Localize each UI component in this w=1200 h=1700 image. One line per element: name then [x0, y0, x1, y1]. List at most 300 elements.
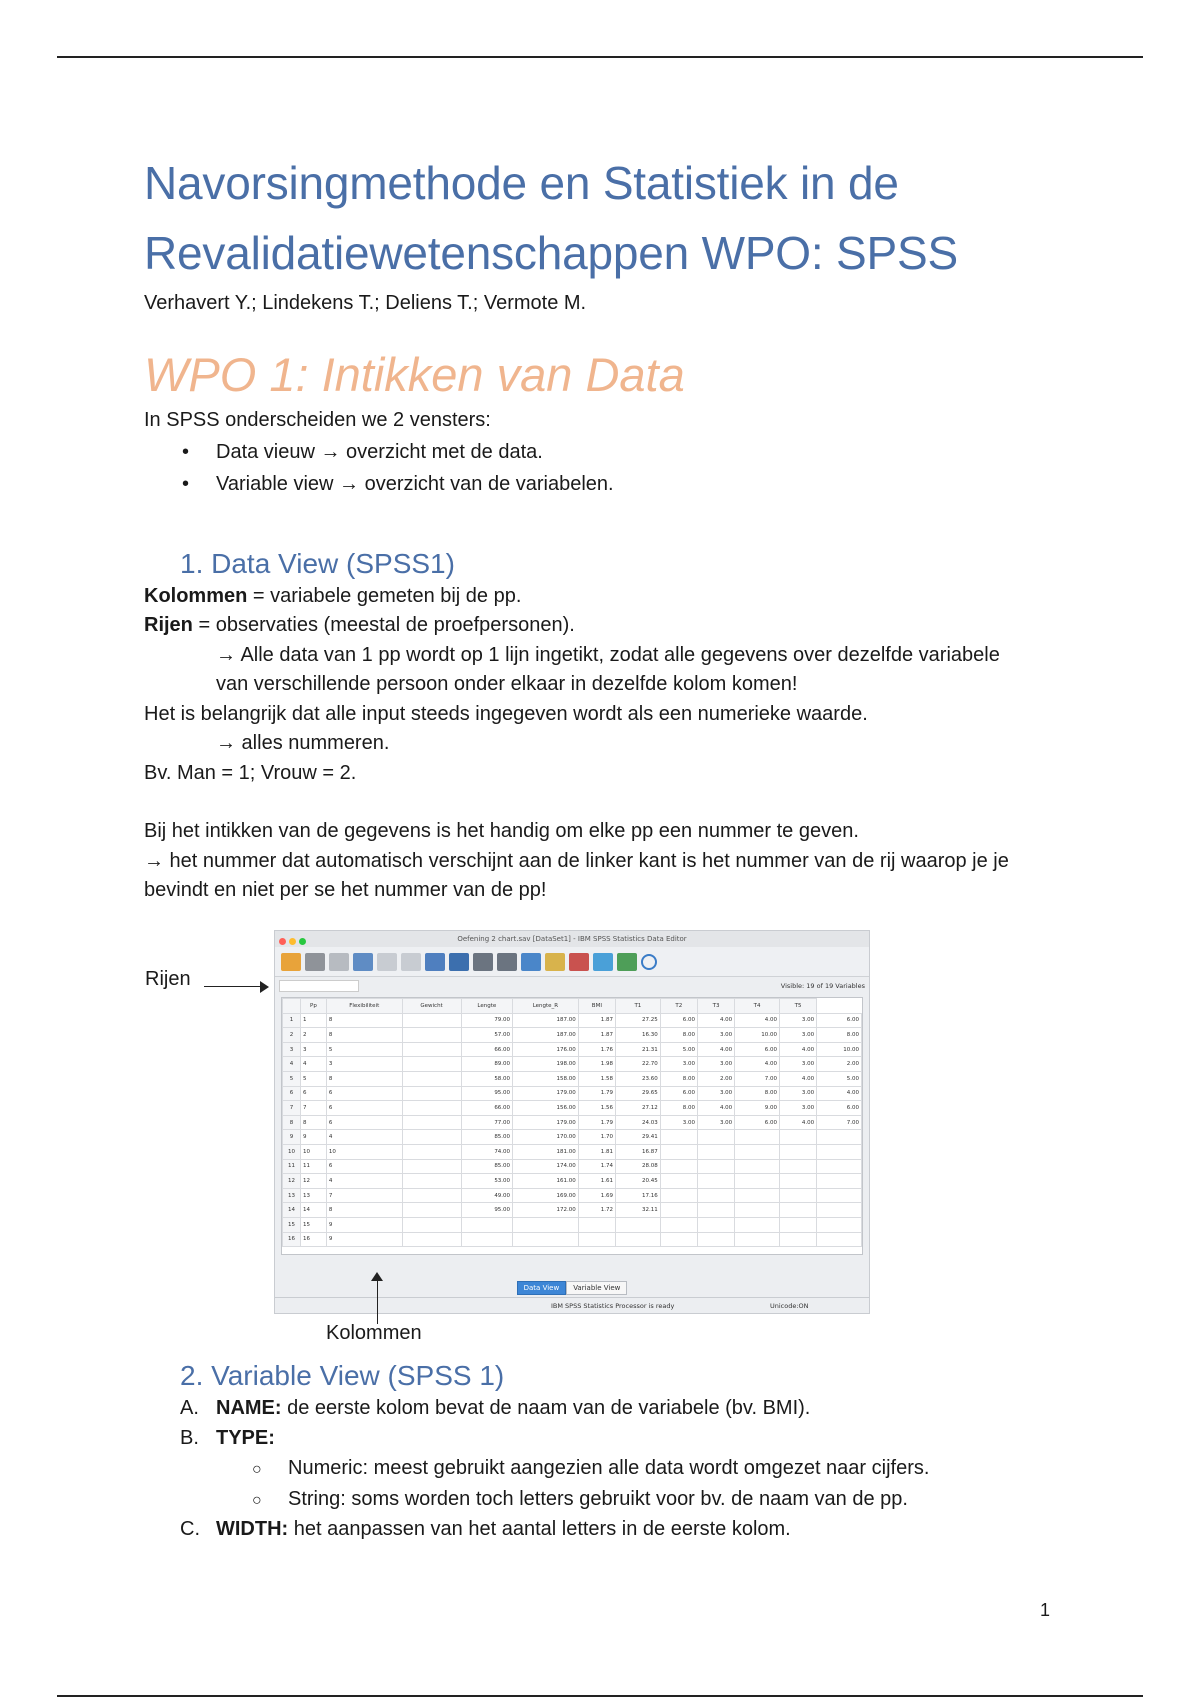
table-cell [402, 1086, 461, 1101]
table-cell [779, 1159, 816, 1174]
table-cell: 4.00 [779, 1071, 816, 1086]
table-cell [402, 1130, 461, 1145]
table-cell [402, 1232, 461, 1247]
table-cell: 3.00 [779, 1013, 816, 1028]
minimize-dot-icon [289, 938, 296, 945]
table-cell: 170.00 [513, 1130, 579, 1145]
table-row [283, 1086, 862, 1101]
table-cell: 4.00 [817, 1086, 862, 1101]
table-cell: 66.00 [461, 1101, 513, 1116]
table-cell [779, 1188, 816, 1203]
visible-variables: Visible: 19 of 19 Variables [780, 982, 865, 990]
section-heading: WPO 1: Intikken van Data [144, 348, 685, 401]
table-cell: 5 [326, 1042, 402, 1057]
intro-bullet: • Data vieuw → overzicht met de data. [182, 436, 1024, 468]
goto-variable-icon [449, 953, 469, 971]
column-header: T2 [660, 999, 697, 1014]
table-cell: 1.98 [578, 1057, 615, 1072]
table-cell: 4 [301, 1057, 327, 1072]
table-cell: 1.70 [578, 1130, 615, 1145]
rijen-text: = observaties (meestal de proefpersonen). [192, 614, 575, 636]
table-cell: 85.00 [461, 1159, 513, 1174]
column-header: T4 [735, 999, 780, 1014]
table-cell [735, 1174, 780, 1189]
table-cell [402, 1203, 461, 1218]
table-cell: 6 [326, 1101, 402, 1116]
table-cell: 1.87 [578, 1013, 615, 1028]
table-cell: 3.00 [697, 1028, 734, 1043]
intro-bullet: • Variable view → overzicht van de variabelen. [182, 468, 1024, 500]
row-number: 7 [283, 1101, 301, 1116]
table-cell [735, 1217, 780, 1232]
item-label: NAME: [216, 1397, 282, 1419]
list-marker: A. [180, 1397, 199, 1419]
table-cell [697, 1159, 734, 1174]
table-cell: 1.58 [578, 1071, 615, 1086]
table-cell: 179.00 [513, 1115, 579, 1130]
table-cell [615, 1232, 660, 1247]
weight-cases-icon [593, 953, 613, 971]
table-cell: 89.00 [461, 1057, 513, 1072]
table-cell: 5 [301, 1071, 327, 1086]
table-cell: 1.81 [578, 1144, 615, 1159]
column-header: T1 [615, 999, 660, 1014]
table-cell: 4.00 [697, 1042, 734, 1057]
callout-rijen: Rijen [145, 968, 191, 990]
table-cell [697, 1130, 734, 1145]
spss-screenshot [274, 930, 870, 1314]
table-cell [817, 1188, 862, 1203]
table-cell [578, 1217, 615, 1232]
spss-toolbar [275, 947, 869, 977]
table-cell: 16.87 [615, 1144, 660, 1159]
table-cell: 3.00 [697, 1115, 734, 1130]
undo-icon [377, 953, 397, 971]
status-ready: IBM SPSS Statistics Processor is ready [551, 1302, 675, 1310]
table-cell [697, 1174, 734, 1189]
table-cell [402, 1013, 461, 1028]
table-row [283, 1144, 862, 1159]
table-cell: 2.00 [697, 1071, 734, 1086]
find-icon [497, 953, 517, 971]
table-cell [402, 1101, 461, 1116]
table-cell [402, 1188, 461, 1203]
authors: Verhavert Y.; Lindekens T.; Deliens T.; Vermote M. [144, 292, 587, 314]
table-cell [697, 1217, 734, 1232]
table-cell [817, 1159, 862, 1174]
table-cell: 15 [301, 1217, 327, 1232]
row-number: 8 [283, 1115, 301, 1130]
table-cell: 1.72 [578, 1203, 615, 1218]
table-cell: 181.00 [513, 1144, 579, 1159]
table-cell: 57.00 [461, 1028, 513, 1043]
column-header: Pp [301, 999, 327, 1014]
table-cell [660, 1174, 697, 1189]
close-dot-icon [279, 938, 286, 945]
table-cell [402, 1057, 461, 1072]
table-cell [817, 1232, 862, 1247]
table-cell [402, 1042, 461, 1057]
table-cell: 1.79 [578, 1086, 615, 1101]
sub-item-text: String: soms worden toch letters gebruikt voor bv. de naam van de pp. [288, 1487, 908, 1510]
table-cell: 6 [326, 1115, 402, 1130]
table-cell: 1.87 [578, 1028, 615, 1043]
table-cell: 23.60 [615, 1071, 660, 1086]
table-cell [735, 1188, 780, 1203]
table-cell: 179.00 [513, 1086, 579, 1101]
table-cell [402, 1174, 461, 1189]
table-cell: 58.00 [461, 1071, 513, 1086]
kolommen-label: Kolommen [144, 584, 248, 607]
row-number: 11 [283, 1159, 301, 1174]
table-cell: 4 [326, 1174, 402, 1189]
table-cell: 158.00 [513, 1071, 579, 1086]
kolommen-text: = variabele gemeten bij de pp. [247, 584, 522, 607]
table-cell [402, 1217, 461, 1232]
table-cell: 6.00 [660, 1086, 697, 1101]
item-label: TYPE: [216, 1426, 275, 1449]
table-cell: 8 [326, 1071, 402, 1086]
numeric-note: Het is belangrijk dat alle input steeds ingegeven wordt als een numerieke waarde. [144, 702, 868, 725]
arrow-note-one: → Alle data van 1 pp wordt op 1 lijn ingetikt, zodat alle gegevens over dezelfde variabele van verschillende persoon onder elkaar in dezelfde kolom komen! [216, 643, 1000, 695]
table-cell: 10.00 [735, 1028, 780, 1043]
save-icon [305, 953, 325, 971]
table-cell: 16.30 [615, 1028, 660, 1043]
open-folder-icon [281, 953, 301, 971]
table-cell: 1.79 [578, 1115, 615, 1130]
table-row [283, 1115, 862, 1130]
sub-item-numeric [144, 1454, 1024, 1485]
status-unicode: Unicode:ON [770, 1302, 809, 1310]
item-text: het aanpassen van het aantal letters in de eerste kolom. [288, 1518, 791, 1540]
header-corner [283, 999, 301, 1014]
table-cell: 10 [326, 1144, 402, 1159]
table-cell: 4.00 [779, 1115, 816, 1130]
table-cell [779, 1144, 816, 1159]
table-cell [660, 1203, 697, 1218]
table-cell: 4.00 [697, 1101, 734, 1116]
list-item-type [144, 1424, 1024, 1454]
table-cell: 1.56 [578, 1101, 615, 1116]
table-cell: 176.00 [513, 1042, 579, 1057]
variable-view-section [144, 1358, 1024, 1545]
row-number: 15 [283, 1217, 301, 1232]
table-cell: 13 [301, 1188, 327, 1203]
table-cell [513, 1217, 579, 1232]
table-cell: 6.00 [660, 1013, 697, 1028]
table-cell [735, 1232, 780, 1247]
table-cell: 161.00 [513, 1174, 579, 1189]
table-cell: 3.00 [779, 1101, 816, 1116]
table-cell: 32.11 [615, 1203, 660, 1218]
table-row [283, 1217, 862, 1232]
table-cell: 198.00 [513, 1057, 579, 1072]
table-row [283, 1188, 862, 1203]
table-cell: 9 [326, 1232, 402, 1247]
sub-item-text: Numeric: meest gebruikt aangezien alle data wordt omgezet naar cijfers. [288, 1457, 930, 1479]
table-cell: 95.00 [461, 1203, 513, 1218]
sub-item-string [144, 1485, 1024, 1516]
rijen-label: Rijen [144, 614, 193, 636]
table-cell: 8 [326, 1013, 402, 1028]
table-cell [697, 1203, 734, 1218]
table-cell [660, 1130, 697, 1145]
table-cell [779, 1203, 816, 1218]
table-cell [735, 1144, 780, 1159]
paragraph-row-number: → het nummer dat automatisch verschijnt aan de linker kant is het nummer van de rij waarop je je bevindt en niet per se het nummer van de pp! [144, 849, 1009, 901]
table-cell: 6.00 [817, 1013, 862, 1028]
column-header: T5 [779, 999, 816, 1014]
arrow-note-two: → alles nummeren. [216, 732, 390, 754]
kolommen-arrowhead [371, 1272, 383, 1281]
list-marker: C. [180, 1518, 200, 1540]
table-cell: 4.00 [735, 1013, 780, 1028]
table-cell: 187.00 [513, 1028, 579, 1043]
bottom-rule [57, 1695, 1143, 1697]
dialog-recall-icon [353, 953, 373, 971]
list-marker: B. [180, 1426, 199, 1449]
table-cell: 53.00 [461, 1174, 513, 1189]
callout-kolommen: Kolommen [326, 1322, 422, 1344]
split-file-icon [569, 953, 589, 971]
table-cell: 9.00 [735, 1101, 780, 1116]
table-cell [817, 1203, 862, 1218]
table-cell: 10.00 [817, 1042, 862, 1057]
list-item-name [144, 1394, 1024, 1424]
window-title: Oefening 2 chart.sav [DataSet1] - IBM SPSS Statistics Data Editor [457, 935, 687, 943]
document-body [144, 148, 1024, 906]
table-body [283, 1013, 862, 1247]
table-cell [697, 1144, 734, 1159]
table-cell [660, 1144, 697, 1159]
table-cell: 9 [326, 1217, 402, 1232]
table-row [283, 1174, 862, 1189]
column-header: T3 [697, 999, 734, 1014]
insert-variable-icon [545, 953, 565, 971]
kolommen-arrow-line [377, 1280, 378, 1324]
table-cell: 14 [301, 1203, 327, 1218]
table-cell [402, 1144, 461, 1159]
table-row [283, 1232, 862, 1247]
table-cell: 8 [301, 1115, 327, 1130]
table-cell: 24.03 [615, 1115, 660, 1130]
table-cell: 21.31 [615, 1042, 660, 1057]
table-cell: 17.16 [615, 1188, 660, 1203]
table-cell: 8.00 [660, 1101, 697, 1116]
table-cell: 2 [301, 1028, 327, 1043]
row-number: 6 [283, 1086, 301, 1101]
table-cell: 8 [326, 1203, 402, 1218]
table-cell: 1.61 [578, 1174, 615, 1189]
table-cell: 9 [301, 1130, 327, 1145]
table-cell [660, 1159, 697, 1174]
row-number: 3 [283, 1042, 301, 1057]
table-cell: 3.00 [660, 1057, 697, 1072]
table-cell: 6 [326, 1086, 402, 1101]
column-header: BMI [578, 999, 615, 1014]
table-cell: 8.00 [660, 1071, 697, 1086]
redo-icon [401, 953, 421, 971]
table-cell: 4.00 [779, 1042, 816, 1057]
item-label: WIDTH: [216, 1518, 289, 1540]
rijen-definition [144, 611, 1024, 641]
variables-icon [473, 953, 493, 971]
row-number: 9 [283, 1130, 301, 1145]
row-number: 12 [283, 1174, 301, 1189]
view-tabs [275, 1281, 869, 1295]
table-cell: 6.00 [735, 1115, 780, 1130]
table-cell: 5.00 [817, 1071, 862, 1086]
status-bar [275, 1297, 869, 1314]
table-cell [779, 1130, 816, 1145]
table-cell [660, 1217, 697, 1232]
table-row [283, 1057, 862, 1072]
table-cell [461, 1232, 513, 1247]
column-header: Flexibiliteit [326, 999, 402, 1014]
table-cell: 7 [301, 1101, 327, 1116]
rijen-arrow-line [204, 986, 264, 987]
table-row [283, 1130, 862, 1145]
table-cell [402, 1159, 461, 1174]
row-number: 13 [283, 1188, 301, 1203]
table-cell: 8 [326, 1028, 402, 1043]
table-cell: 77.00 [461, 1115, 513, 1130]
table-cell: 3 [301, 1042, 327, 1057]
table-cell: 28.08 [615, 1159, 660, 1174]
paragraph-numbering: Bij het intikken van de gegevens is het handig om elke pp een nummer te geven. [144, 820, 859, 842]
table-cell [779, 1232, 816, 1247]
table-cell [660, 1188, 697, 1203]
table-row [283, 1042, 862, 1057]
table-cell: 187.00 [513, 1013, 579, 1028]
table-cell [513, 1232, 579, 1247]
table-cell: 8.00 [817, 1028, 862, 1043]
circle-bullet-icon: ○ [252, 1491, 262, 1509]
table-cell: 174.00 [513, 1159, 579, 1174]
table-cell: 172.00 [513, 1203, 579, 1218]
table-cell: 22.70 [615, 1057, 660, 1072]
table-cell: 16 [301, 1232, 327, 1247]
table-cell: 7.00 [735, 1071, 780, 1086]
top-rule [57, 56, 1143, 58]
table-cell [402, 1071, 461, 1086]
table-row [283, 1159, 862, 1174]
insert-cases-icon [521, 953, 541, 971]
row-number: 1 [283, 1013, 301, 1028]
table-cell: 7.00 [817, 1115, 862, 1130]
table-cell: 5.00 [660, 1042, 697, 1057]
page-number: 1 [1040, 1600, 1051, 1620]
table-cell: 3.00 [779, 1086, 816, 1101]
column-header: Lengte_R [513, 999, 579, 1014]
circle-bullet-icon: ○ [252, 1461, 262, 1478]
table-cell [461, 1217, 513, 1232]
window-controls [279, 935, 309, 951]
table-cell: 85.00 [461, 1130, 513, 1145]
table-cell [697, 1188, 734, 1203]
table-cell: 4.00 [735, 1057, 780, 1072]
row-number: 16 [283, 1232, 301, 1247]
document-title: Navorsingmethode en Statistiek in de Revalidatiewetenschappen WPO: SPSS [144, 157, 958, 279]
table-cell: 49.00 [461, 1188, 513, 1203]
table-cell: 8.00 [660, 1028, 697, 1043]
table-cell: 1.69 [578, 1188, 615, 1203]
table-cell: 1.76 [578, 1042, 615, 1057]
table-cell: 169.00 [513, 1188, 579, 1203]
table-cell: 3.00 [697, 1057, 734, 1072]
table-cell [817, 1130, 862, 1145]
table-cell: 74.00 [461, 1144, 513, 1159]
item-text: de eerste kolom bevat de naam van de variabele (bv. BMI). [281, 1397, 811, 1419]
table-cell [578, 1232, 615, 1247]
table-cell: 6 [326, 1159, 402, 1174]
table-cell: 27.25 [615, 1013, 660, 1028]
rijen-arrowhead [260, 981, 269, 993]
row-number: 10 [283, 1144, 301, 1159]
table-cell: 3.00 [660, 1115, 697, 1130]
goto-case-icon [425, 953, 445, 971]
row-number: 5 [283, 1071, 301, 1086]
data-grid [281, 997, 863, 1255]
table-cell: 27.12 [615, 1101, 660, 1116]
table-cell [735, 1130, 780, 1145]
table-row [283, 1013, 862, 1028]
table-row [283, 1028, 862, 1043]
table-cell: 29.65 [615, 1086, 660, 1101]
table-cell [735, 1203, 780, 1218]
intro-bullet-list [182, 436, 1024, 500]
table-cell: 1.74 [578, 1159, 615, 1174]
select-cases-icon [617, 953, 637, 971]
intro-text: In SPSS onderscheiden we 2 vensters: [144, 409, 491, 431]
table-cell: 7 [326, 1188, 402, 1203]
table-cell: 3 [326, 1057, 402, 1072]
subsection-heading-data-view: 1. Data View (SPSS1) [180, 547, 455, 579]
table-cell: 20.45 [615, 1174, 660, 1189]
subsection-heading-variable-view: 2. Variable View (SPSS 1) [180, 1360, 505, 1391]
column-header: Gewicht [402, 999, 461, 1014]
kolommen-definition [144, 582, 1024, 612]
table-cell [697, 1232, 734, 1247]
table-row [283, 1203, 862, 1218]
print-icon [329, 953, 349, 971]
table-cell: 4 [326, 1130, 402, 1145]
example-text: Bv. Man = 1; Vrouw = 2. [144, 761, 357, 784]
table-cell [817, 1174, 862, 1189]
search-icon [641, 954, 657, 970]
table-cell: 12 [301, 1174, 327, 1189]
table-cell: 66.00 [461, 1042, 513, 1057]
window-title-bar [275, 931, 869, 947]
table-cell: 6.00 [735, 1042, 780, 1057]
cell-name-box [279, 980, 359, 992]
table-cell: 2.00 [817, 1057, 862, 1072]
table-cell [402, 1028, 461, 1043]
table-cell: 6.00 [817, 1101, 862, 1116]
table-cell: 3.00 [697, 1086, 734, 1101]
table-cell [817, 1217, 862, 1232]
table-cell: 11 [301, 1159, 327, 1174]
table-cell: 3.00 [779, 1057, 816, 1072]
tab-data-view: Data View [517, 1281, 567, 1295]
table-cell: 3.00 [779, 1028, 816, 1043]
zoom-dot-icon [299, 938, 306, 945]
cell-editor-row [275, 977, 869, 995]
table-cell: 156.00 [513, 1101, 579, 1116]
table-row [283, 1101, 862, 1116]
table-cell [779, 1174, 816, 1189]
table-cell [660, 1232, 697, 1247]
